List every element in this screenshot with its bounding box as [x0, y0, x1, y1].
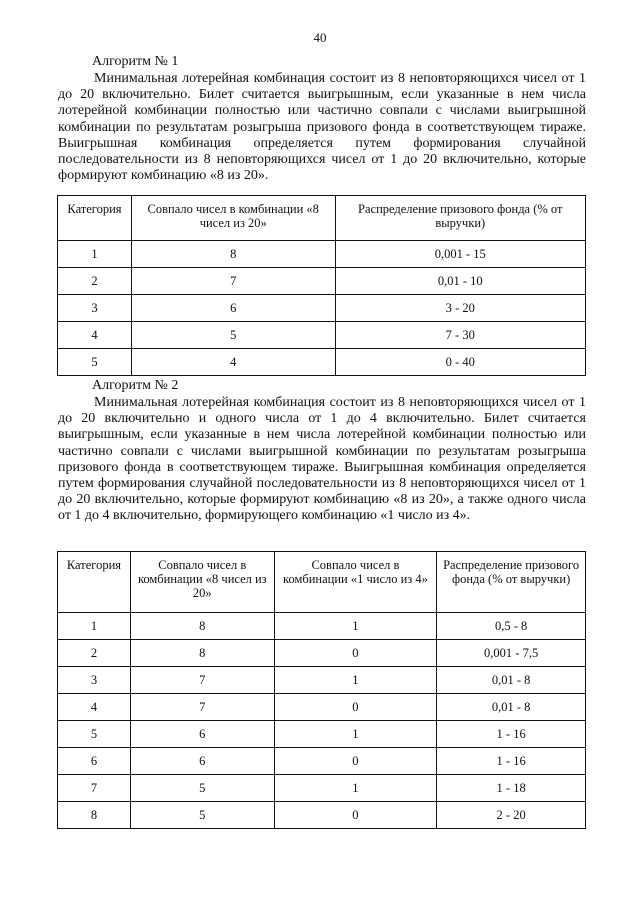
table-row [58, 268, 586, 295]
matched-8-of-20-cell: 8 [130, 640, 274, 667]
matched-count-cell: 7 [131, 268, 335, 295]
table-header-row [58, 552, 586, 613]
category-cell: 1 [58, 613, 131, 640]
matched-count-cell: 6 [131, 295, 335, 322]
page-number: 40 [313, 30, 327, 45]
prize-share-cell: 1 - 18 [437, 775, 586, 802]
matched-1-of-4-cell: 1 [274, 721, 437, 748]
table-row [58, 349, 586, 376]
matched-count-cell: 4 [131, 349, 335, 376]
prize-share-cell: 7 - 30 [335, 322, 585, 349]
header-matched-8-of-20: Совпало чисел в комбинации «8 чисел из 20» [130, 552, 274, 613]
prize-share-cell: 0,01 - 8 [437, 694, 586, 721]
header-prize-distribution: Распределение призового фонда (% от выручки) [437, 552, 586, 613]
matched-count-cell: 5 [131, 322, 335, 349]
prize-share-cell: 0 - 40 [335, 349, 585, 376]
algorithm-1-title: Алгоритм № 1 [92, 54, 179, 69]
category-cell: 8 [58, 802, 131, 829]
matched-8-of-20-cell: 5 [130, 802, 274, 829]
algorithm-2-paragraph: Минимальная лотерейная комбинация состоит из 8 неповторяющихся чисел от 1 до 20 включительно и одного числа от 1 до 4 включительно. Билет считается выигрышным, если указанные в нем числа лотерейной комбинации полностью или частично совпали с числами выигрышной комбинации по результатам розыгрыша призового фонда в соответствующем тираже. Выигрышная комбинация определяется путем формирования случайной последовательности из 8 неповторяющихся чисел от 1 до 20 включительно, которые формируют комбинацию «8 из 20», а также одного числа от 1 до 4 включительно, формирующего комбинацию «1 число из 4». [58, 395, 586, 524]
matched-8-of-20-cell: 8 [130, 613, 274, 640]
category-cell: 5 [58, 721, 131, 748]
matched-8-of-20-cell: 6 [130, 721, 274, 748]
prize-share-cell: 0,5 - 8 [437, 613, 586, 640]
category-cell: 7 [58, 775, 131, 802]
prize-share-cell: 0,001 - 7,5 [437, 640, 586, 667]
header-matched-8-of-20: Совпало чисел в комбинации «8 чисел из 20» [131, 196, 335, 241]
header-category: Категория [58, 196, 132, 241]
matched-1-of-4-cell: 1 [274, 613, 437, 640]
category-cell: 3 [58, 667, 131, 694]
table-row [58, 613, 586, 640]
header-prize-distribution: Распределение призового фонда (% от выручки) [335, 196, 585, 241]
category-cell: 6 [58, 748, 131, 775]
category-cell: 5 [58, 349, 132, 376]
matched-8-of-20-cell: 6 [130, 748, 274, 775]
prize-share-cell: 0,001 - 15 [335, 241, 585, 268]
matched-8-of-20-cell: 5 [130, 775, 274, 802]
matched-8-of-20-cell: 7 [130, 694, 274, 721]
table-row [58, 241, 586, 268]
table-row [58, 802, 586, 829]
category-cell: 4 [58, 322, 132, 349]
matched-count-cell: 8 [131, 241, 335, 268]
header-category: Категория [58, 552, 131, 613]
matched-1-of-4-cell: 0 [274, 802, 437, 829]
algorithm-2-text [58, 395, 586, 525]
matched-1-of-4-cell: 0 [274, 694, 437, 721]
prize-share-cell: 0,01 - 10 [335, 268, 585, 295]
category-cell: 2 [58, 268, 132, 295]
table-row [58, 748, 586, 775]
category-cell: 2 [58, 640, 131, 667]
table-row [58, 295, 586, 322]
prize-share-cell: 1 - 16 [437, 748, 586, 775]
table-row [58, 721, 586, 748]
prize-share-cell: 3 - 20 [335, 295, 585, 322]
matched-1-of-4-cell: 1 [274, 667, 437, 694]
table-row [58, 322, 586, 349]
table-row [58, 694, 586, 721]
matched-1-of-4-cell: 0 [274, 748, 437, 775]
category-cell: 1 [58, 241, 132, 268]
table-row [58, 667, 586, 694]
table-row [58, 640, 586, 667]
prize-share-cell: 2 - 20 [437, 802, 586, 829]
algorithm-1-table [57, 195, 586, 376]
prize-share-cell: 1 - 16 [437, 721, 586, 748]
matched-1-of-4-cell: 0 [274, 640, 437, 667]
category-cell: 3 [58, 295, 132, 322]
algorithm-1-text [58, 71, 586, 184]
prize-share-cell: 0,01 - 8 [437, 667, 586, 694]
algorithm-2-title: Алгоритм № 2 [92, 378, 179, 393]
matched-8-of-20-cell: 7 [130, 667, 274, 694]
algorithm-2-table [57, 551, 586, 829]
table-header-row [58, 196, 586, 241]
algorithm-1-paragraph: Минимальная лотерейная комбинация состоит из 8 неповторяющихся чисел от 1 до 20 включительно. Билет считается выигрышным, если указанные в нем числа лотерейной комбинации полностью или частично совпали с числами выигрышной комбинации по результатам розыгрыша призового фонда в соответствующем тираже. Выигрышная комбинация определяется путем формирования случайной последовательности из 8 неповторяющихся чисел от 1 до 20 включительно, которые формируют комбинацию «8 из 20». [58, 71, 586, 184]
category-cell: 4 [58, 694, 131, 721]
table-row [58, 775, 586, 802]
header-matched-1-of-4: Совпало чисел в комбинации «1 число из 4» [274, 552, 437, 613]
matched-1-of-4-cell: 1 [274, 775, 437, 802]
